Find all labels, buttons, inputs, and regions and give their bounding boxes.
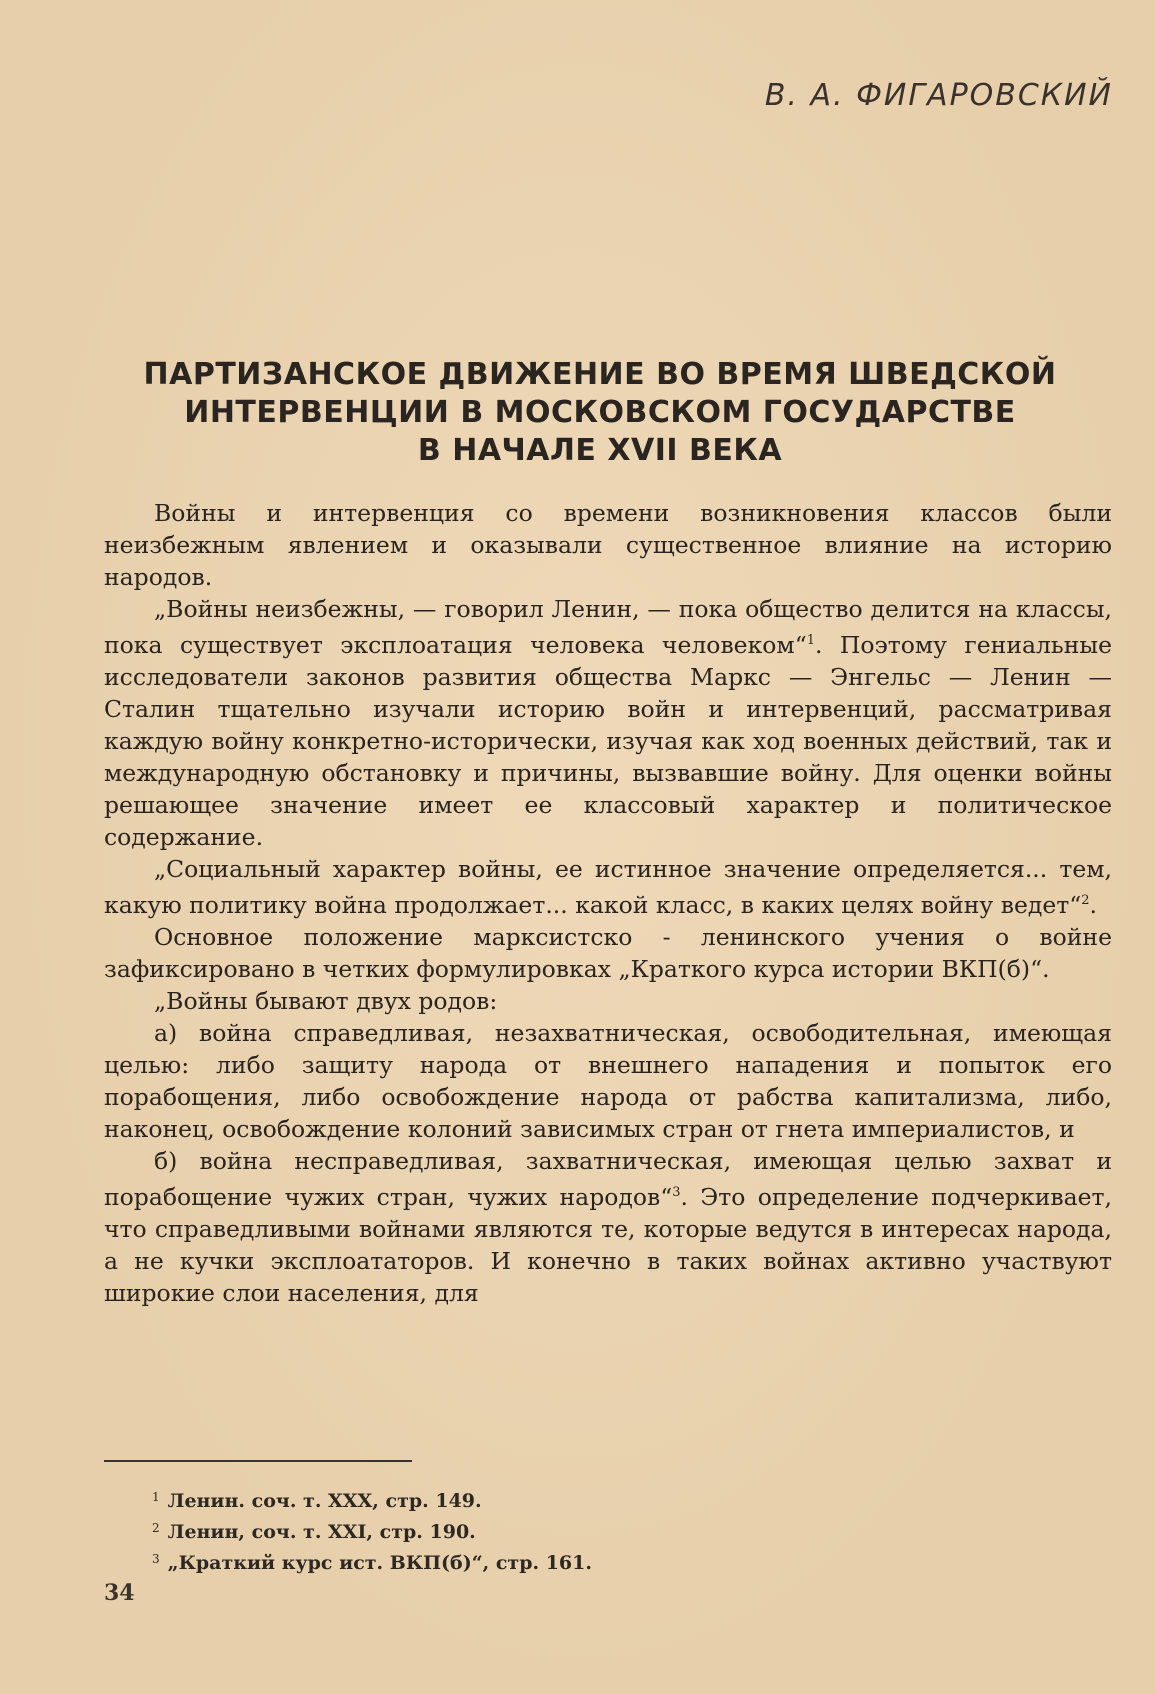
footnote	[152, 1546, 592, 1577]
paragraph: „Войны бывают двух родов:	[154, 987, 498, 1015]
title-line: ПАРТИЗАНСКОЕ ДВИЖЕНИЕ ВО ВРЕМЯ ШВЕДСКОЙ	[143, 357, 1057, 392]
paragraph: а) война справедливая, незахватническая, освободительная, имеющая целью: либо защиту народа от внешнего нападения и попыток его порабощения, либо освобождение народа от рабства капитализма, либо, наконец, освобождение колоний зависимых стран от гнета империалистов, и	[104, 1019, 1112, 1143]
footnotes	[152, 1484, 592, 1577]
running-header-author: В. А. ФИГАРОВСКИЙ	[764, 78, 1113, 113]
footnote-ref: 2	[1081, 893, 1090, 908]
page-number: 34	[104, 1580, 135, 1606]
footnote-text: „Краткий курс ист. ВКП(б)“, стр. 161.	[167, 1552, 592, 1574]
paragraph: Войны и интервенция со времени возникновения классов были неизбежным явлением и оказывали существенное влияние на историю народов.	[104, 499, 1112, 591]
paragraph: Основное положение марксистско - ленинского учения о войне зафиксировано в четких формулировках „Краткого курса истории ВКП(б)“.	[104, 923, 1112, 983]
paragraph-text: .	[1089, 891, 1098, 919]
footnote-ref: 3	[672, 1185, 681, 1200]
footnote-text: Ленин, соч. т. XXI, стр. 190.	[167, 1521, 476, 1543]
paragraph	[104, 593, 1112, 853]
title-line: ИНТЕРВЕНЦИИ В МОСКОВСКОМ ГОСУДАРСТВЕ	[184, 395, 1016, 430]
paragraph	[104, 853, 1112, 921]
quote-text: „Социальный характер войны, ее истинное значение определяется... тем, какую политику война продолжает... какой класс, в каких целях войну ведет“	[104, 855, 1112, 919]
title-line: В НАЧАЛЕ XVII ВЕКА	[417, 433, 783, 468]
footnote-ref: 1	[806, 633, 815, 648]
article-title	[120, 356, 1080, 470]
footnote-divider	[104, 1460, 412, 1462]
paragraph-text: . Поэтому гениальные исследователи законов развития общества Маркс — Энгельс — Ленин — Сталин тщательно изучали историю войн и интервенций, рассматривая каждую войну конкретно-исторически, изучая как ход военных действий, так и международную обстановку и причины, вызвавшие войну. Для оценки войны решающее значение имеет ее классовый характер и политическое содержание.	[104, 631, 1112, 851]
footnote-number: 2	[152, 1521, 160, 1535]
article-body	[104, 497, 1112, 1309]
footnote	[152, 1515, 592, 1546]
paragraph-text: . Это определение подчеркивает, что справедливыми войнами являются те, которые ведутся в интересах народа, а не кучки эксплоататоров. И конечно в таких войнах активно участвуют широкие слои населения, для	[104, 1183, 1112, 1307]
footnote-number: 1	[152, 1490, 160, 1504]
footnote	[152, 1484, 592, 1515]
quote-text: б) война несправедливая, захватническая, имеющая целью захват и порабощение чужих стран, чужих народов“	[104, 1147, 1112, 1211]
quote-text: „Войны неизбежны, — говорил Ленин, — пока общество делится на классы, пока существует эксплоатация человека человеком“	[104, 595, 1112, 659]
footnote-number: 3	[152, 1552, 160, 1566]
paragraph	[104, 1145, 1112, 1309]
footnote-text: Ленин. соч. т. XXX, стр. 149.	[167, 1490, 482, 1512]
